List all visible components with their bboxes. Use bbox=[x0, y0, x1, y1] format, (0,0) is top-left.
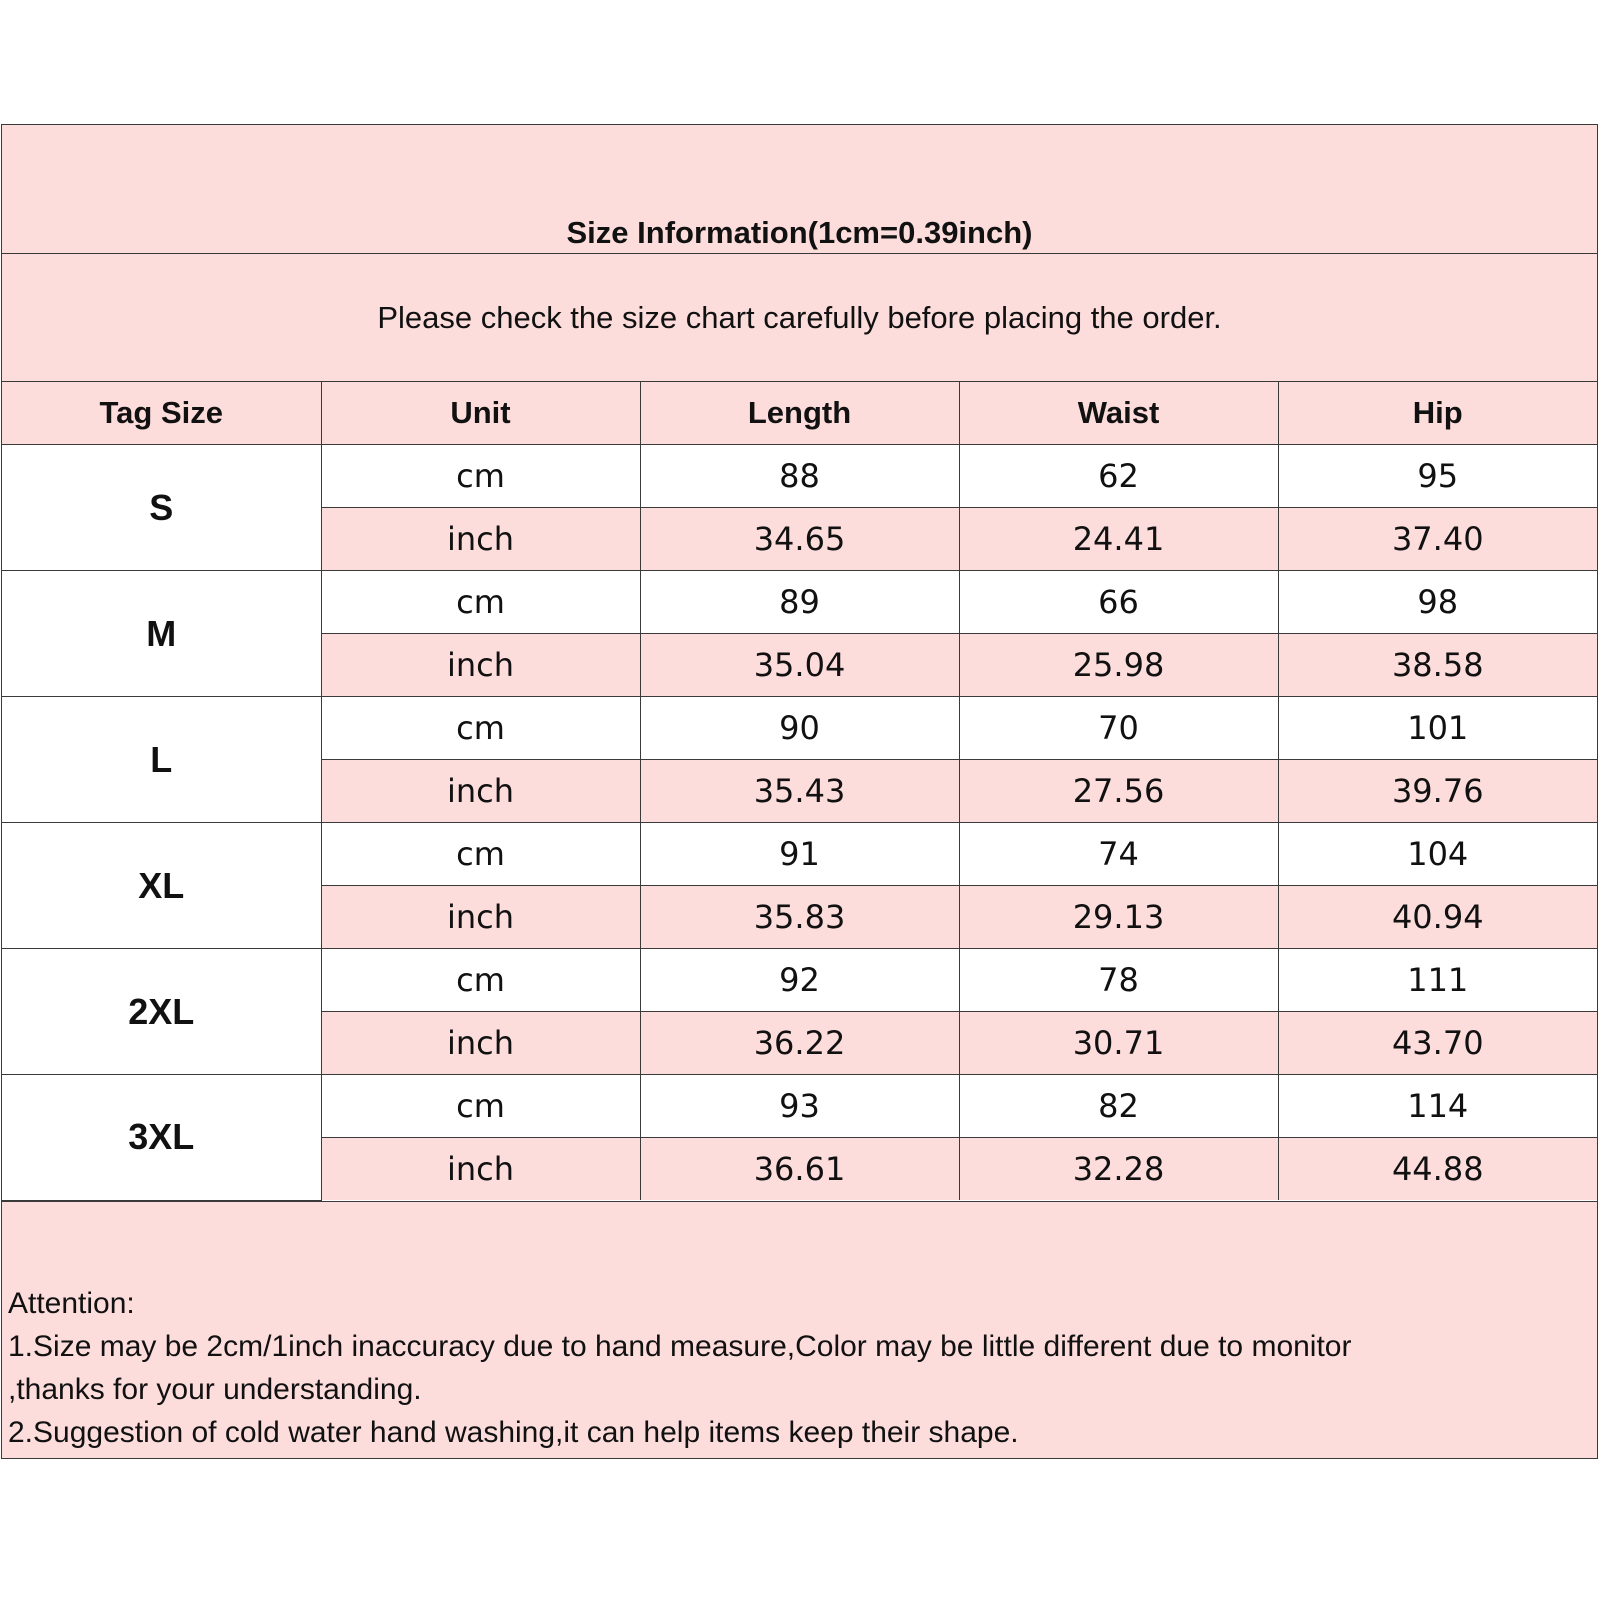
attention-section bbox=[2, 1201, 1597, 1458]
length-cell: 35.43 bbox=[640, 760, 959, 823]
hip-cell: 101 bbox=[1278, 697, 1597, 760]
column-header-length: Length bbox=[640, 382, 959, 445]
hip-cell: 44.88 bbox=[1278, 1138, 1597, 1201]
column-header-waist: Waist bbox=[959, 382, 1278, 445]
length-cell: 90 bbox=[640, 697, 959, 760]
table-row bbox=[2, 697, 1597, 760]
hip-cell: 111 bbox=[1278, 949, 1597, 1012]
tag-size-cell: 3XL bbox=[2, 1075, 321, 1201]
attention-line-1: 1.Size may be 2cm/1inch inaccuracy due to hand measure,Color may be little different due to monitor bbox=[8, 1329, 1352, 1363]
unit-cell: cm bbox=[321, 571, 640, 634]
waist-cell: 29.13 bbox=[959, 886, 1278, 949]
size-table bbox=[2, 382, 1597, 1201]
attention-line-2: ,thanks for your understanding. bbox=[8, 1372, 422, 1406]
waist-cell: 74 bbox=[959, 823, 1278, 886]
unit-cell: inch bbox=[321, 1012, 640, 1075]
length-cell: 93 bbox=[640, 1075, 959, 1138]
unit-cell: cm bbox=[321, 1075, 640, 1138]
column-header-tag-size: Tag Size bbox=[2, 382, 321, 445]
waist-cell: 82 bbox=[959, 1075, 1278, 1138]
table-row bbox=[2, 445, 1597, 508]
note-row bbox=[2, 254, 1597, 382]
unit-cell: cm bbox=[321, 949, 640, 1012]
waist-cell: 24.41 bbox=[959, 508, 1278, 571]
waist-cell: 70 bbox=[959, 697, 1278, 760]
hip-cell: 95 bbox=[1278, 445, 1597, 508]
waist-cell: 66 bbox=[959, 571, 1278, 634]
column-header-unit: Unit bbox=[321, 382, 640, 445]
hip-cell: 37.40 bbox=[1278, 508, 1597, 571]
unit-cell: inch bbox=[321, 508, 640, 571]
table-row bbox=[2, 571, 1597, 634]
waist-cell: 32.28 bbox=[959, 1138, 1278, 1201]
order-note: Please check the size chart carefully before placing the order. bbox=[377, 299, 1222, 335]
title-row bbox=[2, 125, 1597, 254]
attention-heading: Attention: bbox=[8, 1286, 135, 1320]
length-cell: 36.22 bbox=[640, 1012, 959, 1075]
waist-cell: 62 bbox=[959, 445, 1278, 508]
tag-size-cell: L bbox=[2, 697, 321, 823]
tag-size-cell: 2XL bbox=[2, 949, 321, 1075]
unit-cell: inch bbox=[321, 1138, 640, 1201]
unit-cell: cm bbox=[321, 697, 640, 760]
tag-size-cell: M bbox=[2, 571, 321, 697]
length-cell: 92 bbox=[640, 949, 959, 1012]
hip-cell: 114 bbox=[1278, 1075, 1597, 1138]
tag-size-cell: S bbox=[2, 445, 321, 571]
hip-cell: 40.94 bbox=[1278, 886, 1597, 949]
length-cell: 88 bbox=[640, 445, 959, 508]
table-row bbox=[2, 823, 1597, 886]
page-title: Size Information(1cm=0.39inch) bbox=[566, 215, 1033, 250]
tag-size-cell: XL bbox=[2, 823, 321, 949]
hip-cell: 104 bbox=[1278, 823, 1597, 886]
unit-cell: cm bbox=[321, 823, 640, 886]
column-header-hip: Hip bbox=[1278, 382, 1597, 445]
hip-cell: 38.58 bbox=[1278, 634, 1597, 697]
table-row bbox=[2, 1075, 1597, 1138]
unit-cell: inch bbox=[321, 886, 640, 949]
hip-cell: 39.76 bbox=[1278, 760, 1597, 823]
hip-cell: 98 bbox=[1278, 571, 1597, 634]
length-cell: 91 bbox=[640, 823, 959, 886]
length-cell: 35.04 bbox=[640, 634, 959, 697]
attention-line-3: 2.Suggestion of cold water hand washing,it can help items keep their shape. bbox=[8, 1415, 1019, 1449]
waist-cell: 25.98 bbox=[959, 634, 1278, 697]
hip-cell: 43.70 bbox=[1278, 1012, 1597, 1075]
unit-cell: cm bbox=[321, 445, 640, 508]
waist-cell: 27.56 bbox=[959, 760, 1278, 823]
size-chart bbox=[1, 124, 1598, 1459]
length-cell: 89 bbox=[640, 571, 959, 634]
waist-cell: 30.71 bbox=[959, 1012, 1278, 1075]
table-row bbox=[2, 949, 1597, 1012]
waist-cell: 78 bbox=[959, 949, 1278, 1012]
length-cell: 36.61 bbox=[640, 1138, 959, 1201]
unit-cell: inch bbox=[321, 760, 640, 823]
unit-cell: inch bbox=[321, 634, 640, 697]
header-row bbox=[2, 382, 1597, 445]
length-cell: 35.83 bbox=[640, 886, 959, 949]
length-cell: 34.65 bbox=[640, 508, 959, 571]
